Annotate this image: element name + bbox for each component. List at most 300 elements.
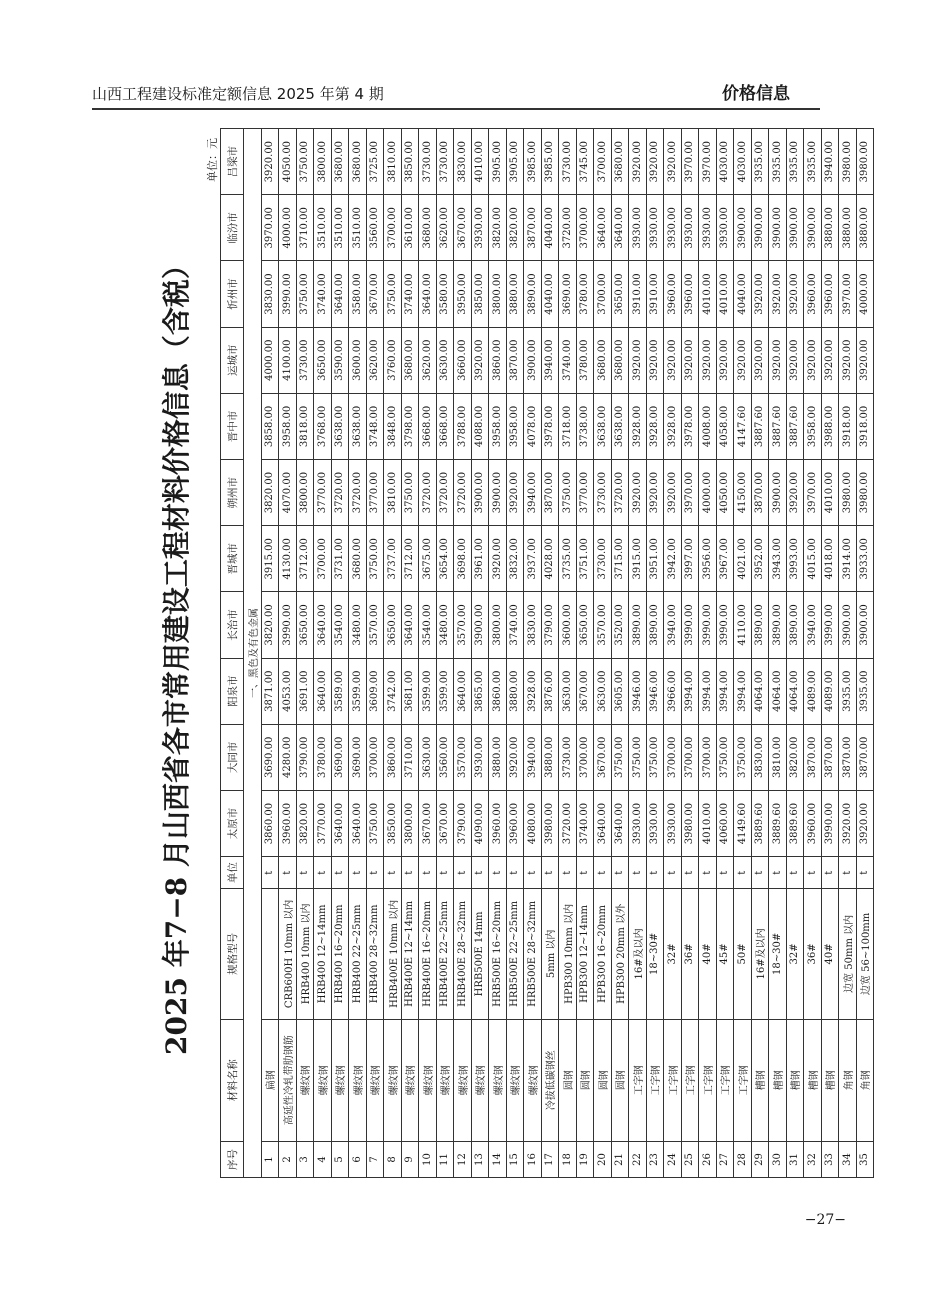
table-cell: 圆钢	[594, 1019, 612, 1141]
table-cell: t	[454, 857, 472, 889]
table-cell: 3958.00	[489, 393, 507, 459]
table-cell: 3	[296, 1141, 314, 1177]
table-cell: 3905.00	[489, 129, 507, 195]
table-cell: 3670.00	[436, 790, 454, 856]
table-cell: 3750.00	[629, 724, 647, 790]
table-cell: 3880.00	[821, 195, 839, 261]
table-cell: 3690.00	[349, 724, 367, 790]
table-cell: 3740.00	[314, 261, 332, 327]
table-cell: 工字钢	[681, 1019, 699, 1141]
table-header-row	[221, 129, 244, 1178]
table-cell: 槽钢	[821, 1019, 839, 1141]
section-row	[244, 129, 262, 1178]
table-cell: 3730.00	[594, 460, 612, 526]
table-cell: 3700.00	[384, 195, 402, 261]
table-cell: 3750.00	[401, 460, 419, 526]
table-cell: 4147.60	[734, 393, 752, 459]
table-cell: t	[821, 857, 839, 889]
table-cell: 3700.00	[576, 724, 594, 790]
table-cell: 26	[699, 1141, 717, 1177]
table-cell: 3725.00	[366, 129, 384, 195]
table-cell: 3480.00	[436, 592, 454, 658]
table-cell: 30	[769, 1141, 787, 1177]
table-cell: 3640.00	[349, 790, 367, 856]
table-cell: 3860.00	[489, 658, 507, 724]
table-cell: 圆钢	[576, 1019, 594, 1141]
table-cell: 3980.00	[856, 129, 874, 195]
table-cell: 3890.00	[524, 261, 542, 327]
table-cell: 3930.00	[716, 195, 734, 261]
table-cell: 3990.00	[681, 592, 699, 658]
table-cell: 4090.00	[471, 790, 489, 856]
table-cell: 3887.60	[769, 393, 787, 459]
table-cell: 3860.00	[489, 327, 507, 393]
table-cell: 3790.00	[296, 724, 314, 790]
table-cell: 3940.00	[524, 460, 542, 526]
table-cell: 3952.00	[751, 526, 769, 592]
table-cell: t	[506, 857, 524, 889]
table-cell: 3738.00	[576, 393, 594, 459]
column-header: 材料名称	[221, 1019, 244, 1141]
table-row	[419, 129, 437, 1178]
table-cell: 3850.00	[401, 129, 419, 195]
table-cell: 3810.00	[384, 460, 402, 526]
table-cell: 3737.00	[384, 526, 402, 592]
table-cell: 3670.00	[594, 724, 612, 790]
table-cell: 3670.00	[419, 790, 437, 856]
table-cell: 3870.00	[541, 460, 559, 526]
table-cell: 3920.00	[646, 129, 664, 195]
table-row	[349, 129, 367, 1178]
table-cell: 3654.00	[436, 526, 454, 592]
table-cell: t	[419, 857, 437, 889]
table-cell: 16#及以内	[629, 889, 647, 1019]
table-cell: 3510.00	[331, 195, 349, 261]
table-cell: 3870.00	[804, 724, 822, 790]
table-cell: 33	[821, 1141, 839, 1177]
table-row	[716, 129, 734, 1178]
table-cell: 螺纹钢	[471, 1019, 489, 1141]
table-cell: 3748.00	[366, 393, 384, 459]
table-cell: 3880.00	[506, 261, 524, 327]
table-row	[331, 129, 349, 1178]
table-body	[244, 129, 874, 1178]
table-cell: 3865.00	[471, 658, 489, 724]
table-cell: 3935.00	[769, 129, 787, 195]
table-cell: 3980.00	[839, 460, 857, 526]
table-cell: 4010.00	[716, 261, 734, 327]
table-cell: 3640.00	[401, 592, 419, 658]
table-cell: 3933.00	[856, 526, 874, 592]
table-cell: 3920.00	[471, 327, 489, 393]
table-cell: 3800.00	[314, 129, 332, 195]
table-cell: 3742.00	[384, 658, 402, 724]
table-row	[454, 129, 472, 1178]
table-cell: 3994.00	[734, 658, 752, 724]
table-cell: 8	[384, 1141, 402, 1177]
table-cell: 3640.00	[314, 658, 332, 724]
table-cell: 3920.00	[839, 327, 857, 393]
table-cell: 3630.00	[559, 658, 577, 724]
table-cell: 3960.00	[821, 261, 839, 327]
table-cell: 3870.00	[524, 195, 542, 261]
table-cell: 5mm 以内	[541, 889, 559, 1019]
table-cell: t	[629, 857, 647, 889]
column-header: 吕梁市	[221, 129, 244, 195]
table-cell: 3680.00	[419, 195, 437, 261]
table-cell: 3751.00	[576, 526, 594, 592]
table-cell: 23	[646, 1141, 664, 1177]
column-header: 临汾市	[221, 195, 244, 261]
table-cell: 高延性冷轧带肋钢筋	[279, 1019, 297, 1141]
table-cell: HRB400 10mm 以内	[296, 889, 314, 1019]
table-row	[821, 129, 839, 1178]
table-cell: 3760.00	[384, 327, 402, 393]
table-cell: HRB400E 22~25mm	[436, 889, 454, 1019]
table-cell: 4010.00	[699, 261, 717, 327]
table-cell: 3640.00	[314, 592, 332, 658]
table-cell: 3990.00	[821, 790, 839, 856]
table-cell: 18~30#	[646, 889, 664, 1019]
table-cell: 3958.00	[279, 393, 297, 459]
table-cell: t	[594, 857, 612, 889]
table-cell: 4040.00	[541, 261, 559, 327]
column-header: 大同市	[221, 724, 244, 790]
table-cell: 3928.00	[646, 393, 664, 459]
table-cell: 螺纹钢	[524, 1019, 542, 1141]
table-cell: 3599.00	[436, 658, 454, 724]
table-cell: 3910.00	[629, 261, 647, 327]
table-cell: 3935.00	[804, 129, 822, 195]
table-cell: 3920.00	[769, 261, 787, 327]
table-cell: 3997.00	[681, 526, 699, 592]
table-cell: 3620.00	[419, 327, 437, 393]
column-header: 运城市	[221, 327, 244, 393]
table-cell: 3993.00	[786, 526, 804, 592]
table-cell: 3680.00	[349, 526, 367, 592]
table-cell: 4064.00	[751, 658, 769, 724]
table-cell: 3900.00	[471, 592, 489, 658]
table-cell: 3520.00	[611, 592, 629, 658]
table-cell: 3848.00	[384, 393, 402, 459]
table-cell: 3940.00	[524, 724, 542, 790]
table-cell: 3900.00	[751, 195, 769, 261]
table-cell: 3700.00	[594, 129, 612, 195]
table-row	[506, 129, 524, 1178]
table-cell: 3730.00	[296, 327, 314, 393]
table-cell: 3580.00	[436, 261, 454, 327]
table-cell: 13	[471, 1141, 489, 1177]
table-cell: 3980.00	[839, 129, 857, 195]
table-cell: 4040.00	[541, 195, 559, 261]
table-cell: 边宽 56~100mm	[856, 889, 874, 1019]
table-cell: HPB300 10mm 以内	[559, 889, 577, 1019]
table-cell: 3715.00	[611, 526, 629, 592]
table-cell: 3638.00	[594, 393, 612, 459]
table-cell: 3930.00	[681, 195, 699, 261]
table-cell: 3650.00	[314, 327, 332, 393]
table-cell: 3890.00	[629, 592, 647, 658]
table-cell: 3920.00	[751, 261, 769, 327]
table-cell: t	[366, 857, 384, 889]
table-row	[629, 129, 647, 1178]
table-cell: 36#	[804, 889, 822, 1019]
table-cell: HRB400E 16~20mm	[419, 889, 437, 1019]
table-cell: 4060.00	[716, 790, 734, 856]
price-table	[220, 128, 874, 1178]
table-cell: 工字钢	[699, 1019, 717, 1141]
table-cell: 18~30#	[769, 889, 787, 1019]
table-cell: 3870.00	[821, 724, 839, 790]
table-cell: 4078.00	[524, 393, 542, 459]
table-cell: 3800.00	[489, 261, 507, 327]
table-cell: 3920.00	[629, 129, 647, 195]
table-cell: 3920.00	[646, 460, 664, 526]
table-cell: 3985.00	[541, 129, 559, 195]
table-cell: 3480.00	[349, 592, 367, 658]
table-cell: 9	[401, 1141, 419, 1177]
table-cell: 3889.60	[769, 790, 787, 856]
table-row	[541, 129, 559, 1178]
table-cell: 3740.00	[559, 327, 577, 393]
table-cell: HRB400 22~25mm	[349, 889, 367, 1019]
table-cell: 3650.00	[611, 261, 629, 327]
table-cell: 3940.00	[664, 592, 682, 658]
table-row	[611, 129, 629, 1178]
table-cell: 3970.00	[681, 460, 699, 526]
table-cell: 4000.00	[261, 327, 279, 393]
column-header: 单位	[221, 857, 244, 889]
table-cell: 3800.00	[401, 790, 419, 856]
table-cell: 3798.00	[401, 393, 419, 459]
table-cell: 40#	[821, 889, 839, 1019]
table-cell: 3750.00	[366, 790, 384, 856]
table-cell: 17	[541, 1141, 559, 1177]
table-cell: 槽钢	[786, 1019, 804, 1141]
table-cell: 3589.00	[331, 658, 349, 724]
table-cell: 3990.00	[716, 592, 734, 658]
table-cell: 3890.00	[646, 592, 664, 658]
table-cell: 3820.00	[296, 790, 314, 856]
table-cell: 3980.00	[541, 790, 559, 856]
table-cell: 3930.00	[629, 790, 647, 856]
table-cell: 3990.00	[279, 592, 297, 658]
table-cell: 螺纹钢	[366, 1019, 384, 1141]
table-cell: 3730.00	[559, 129, 577, 195]
table-cell: 3605.00	[611, 658, 629, 724]
table-cell: 3930.00	[646, 195, 664, 261]
table-cell: 3920.00	[821, 327, 839, 393]
table-cell: 3700.00	[594, 261, 612, 327]
table-row	[856, 129, 874, 1178]
table-cell: 3599.00	[419, 658, 437, 724]
table-cell: t	[296, 857, 314, 889]
table-cell: 3770.00	[366, 460, 384, 526]
table-cell: 3745.00	[576, 129, 594, 195]
table-cell: 工字钢	[646, 1019, 664, 1141]
table-cell: 3675.00	[419, 526, 437, 592]
table-cell: 螺纹钢	[296, 1019, 314, 1141]
column-header: 长治市	[221, 592, 244, 658]
table-cell: 3930.00	[629, 195, 647, 261]
table-cell: 3570.00	[594, 592, 612, 658]
table-row	[839, 129, 857, 1178]
table-cell: 3700.00	[699, 724, 717, 790]
table-cell: t	[401, 857, 419, 889]
table-cell: 3990.00	[821, 592, 839, 658]
table-cell: 16#及以内	[751, 889, 769, 1019]
table-cell: 3956.00	[699, 526, 717, 592]
table-cell: 32	[804, 1141, 822, 1177]
table-cell: 3990.00	[279, 261, 297, 327]
table-cell: HRB400 28~32mm	[366, 889, 384, 1019]
table-cell: 3830.00	[261, 261, 279, 327]
table-cell: 3570.00	[454, 724, 472, 790]
table-row	[681, 129, 699, 1178]
table-cell: 3920.00	[769, 327, 787, 393]
table-cell: 3920.00	[699, 327, 717, 393]
table-cell: 3900.00	[839, 592, 857, 658]
table-cell: 6	[349, 1141, 367, 1177]
table-cell: t	[471, 857, 489, 889]
table-cell: 3871.00	[261, 658, 279, 724]
table-cell: 3880.00	[856, 195, 874, 261]
table-cell: 3830.00	[751, 724, 769, 790]
table-cell: 4000.00	[699, 460, 717, 526]
table-cell: 3620.00	[366, 327, 384, 393]
table-cell: 3731.00	[331, 526, 349, 592]
table-cell: 3720.00	[419, 460, 437, 526]
table-cell: 3510.00	[314, 195, 332, 261]
table-cell: t	[384, 857, 402, 889]
table-cell: 3920.00	[489, 526, 507, 592]
table-cell: 3958.00	[804, 393, 822, 459]
table-cell: 3920.00	[664, 327, 682, 393]
table-cell: 15	[506, 1141, 524, 1177]
table-cell: 3570.00	[454, 592, 472, 658]
table-cell: 3870.00	[856, 724, 874, 790]
table-cell: 螺纹钢	[419, 1019, 437, 1141]
table-cell: 4018.00	[821, 526, 839, 592]
table-row	[751, 129, 769, 1178]
table-cell: 5	[331, 1141, 349, 1177]
table-cell: 螺纹钢	[489, 1019, 507, 1141]
table-cell: 3970.00	[261, 195, 279, 261]
table-cell: 3740.00	[506, 592, 524, 658]
table-cell: 3860.00	[261, 790, 279, 856]
table-cell: t	[261, 857, 279, 889]
table-cell: t	[279, 857, 297, 889]
table-cell: 3650.00	[296, 592, 314, 658]
table-cell: 3668.00	[436, 393, 454, 459]
table-cell: 3720.00	[559, 790, 577, 856]
table-cell: 12	[454, 1141, 472, 1177]
table-cell: 3820.00	[489, 195, 507, 261]
table-cell: t	[576, 857, 594, 889]
table-cell: 21	[611, 1141, 629, 1177]
table-cell: 3640.00	[331, 790, 349, 856]
table-cell: 3920.00	[506, 724, 524, 790]
table-cell: HRB500E 22~25mm	[506, 889, 524, 1019]
table-cell: 4000.00	[279, 195, 297, 261]
table-cell: 34	[839, 1141, 857, 1177]
table-cell: 3943.00	[769, 526, 787, 592]
table-cell: 3750.00	[296, 129, 314, 195]
table-cell: 3935.00	[786, 129, 804, 195]
table-cell: 11	[436, 1141, 454, 1177]
table-cell: 3935.00	[751, 129, 769, 195]
table-cell: 4058.00	[716, 393, 734, 459]
table-cell: 3920.00	[856, 327, 874, 393]
table-cell: 3790.00	[541, 592, 559, 658]
table-cell: 3770.00	[576, 460, 594, 526]
table-cell: 3940.00	[821, 129, 839, 195]
table-cell: 3620.00	[436, 195, 454, 261]
table-cell: 3820.00	[786, 724, 804, 790]
table-row	[279, 129, 297, 1178]
table-cell: 3918.00	[839, 393, 857, 459]
table-cell: 31	[786, 1141, 804, 1177]
table-cell: 3780.00	[576, 261, 594, 327]
table-cell: 3951.00	[646, 526, 664, 592]
table-cell: 45#	[716, 889, 734, 1019]
table-cell: 圆钢	[559, 1019, 577, 1141]
table-cell: 4050.00	[279, 129, 297, 195]
table-cell: 3690.00	[559, 261, 577, 327]
table-cell: HRB400 12~14mm	[314, 889, 332, 1019]
table-row	[786, 129, 804, 1178]
table-cell: 3700.00	[664, 724, 682, 790]
table-title: 2025 年7−8 月山西省各市常用建设工程材料价格信息（含税）	[160, 251, 193, 1055]
table-cell: 3750.00	[366, 526, 384, 592]
table-cell: 3920.00	[664, 460, 682, 526]
table-cell: 4010.00	[821, 460, 839, 526]
table-cell: HRB400 16~20mm	[331, 889, 349, 1019]
table-cell: 3560.00	[366, 195, 384, 261]
table-cell: 18	[559, 1141, 577, 1177]
table-cell: 3870.00	[506, 327, 524, 393]
table-cell: 3887.60	[786, 393, 804, 459]
table-cell: 4064.00	[786, 658, 804, 724]
table-cell: 3860.00	[384, 724, 402, 790]
table-cell: 3640.00	[331, 261, 349, 327]
table-cell: HPB300 12~14mm	[576, 889, 594, 1019]
table-cell: HRB500E 28~32mm	[524, 889, 542, 1019]
table-cell: t	[681, 857, 699, 889]
table-cell: 3610.00	[401, 195, 419, 261]
table-cell: 3880.00	[489, 724, 507, 790]
table-cell: 3928.00	[664, 393, 682, 459]
table-cell: t	[786, 857, 804, 889]
table-row	[314, 129, 332, 1178]
table-cell: 24	[664, 1141, 682, 1177]
table-cell: 16	[524, 1141, 542, 1177]
table-cell: 3660.00	[454, 327, 472, 393]
table-cell: 25	[681, 1141, 699, 1177]
table-cell: 3770.00	[314, 790, 332, 856]
table-cell: HRB500E 16~20mm	[489, 889, 507, 1019]
table-cell: 3750.00	[734, 724, 752, 790]
table-cell: t	[524, 857, 542, 889]
table-cell: 3720.00	[349, 460, 367, 526]
column-header: 忻州市	[221, 261, 244, 327]
table-cell: 4030.00	[716, 129, 734, 195]
column-header: 晋中市	[221, 393, 244, 459]
table-cell: 27	[716, 1141, 734, 1177]
table-cell: 3920.00	[716, 327, 734, 393]
table-cell: 3960.00	[804, 261, 822, 327]
table-cell: 3978.00	[541, 393, 559, 459]
